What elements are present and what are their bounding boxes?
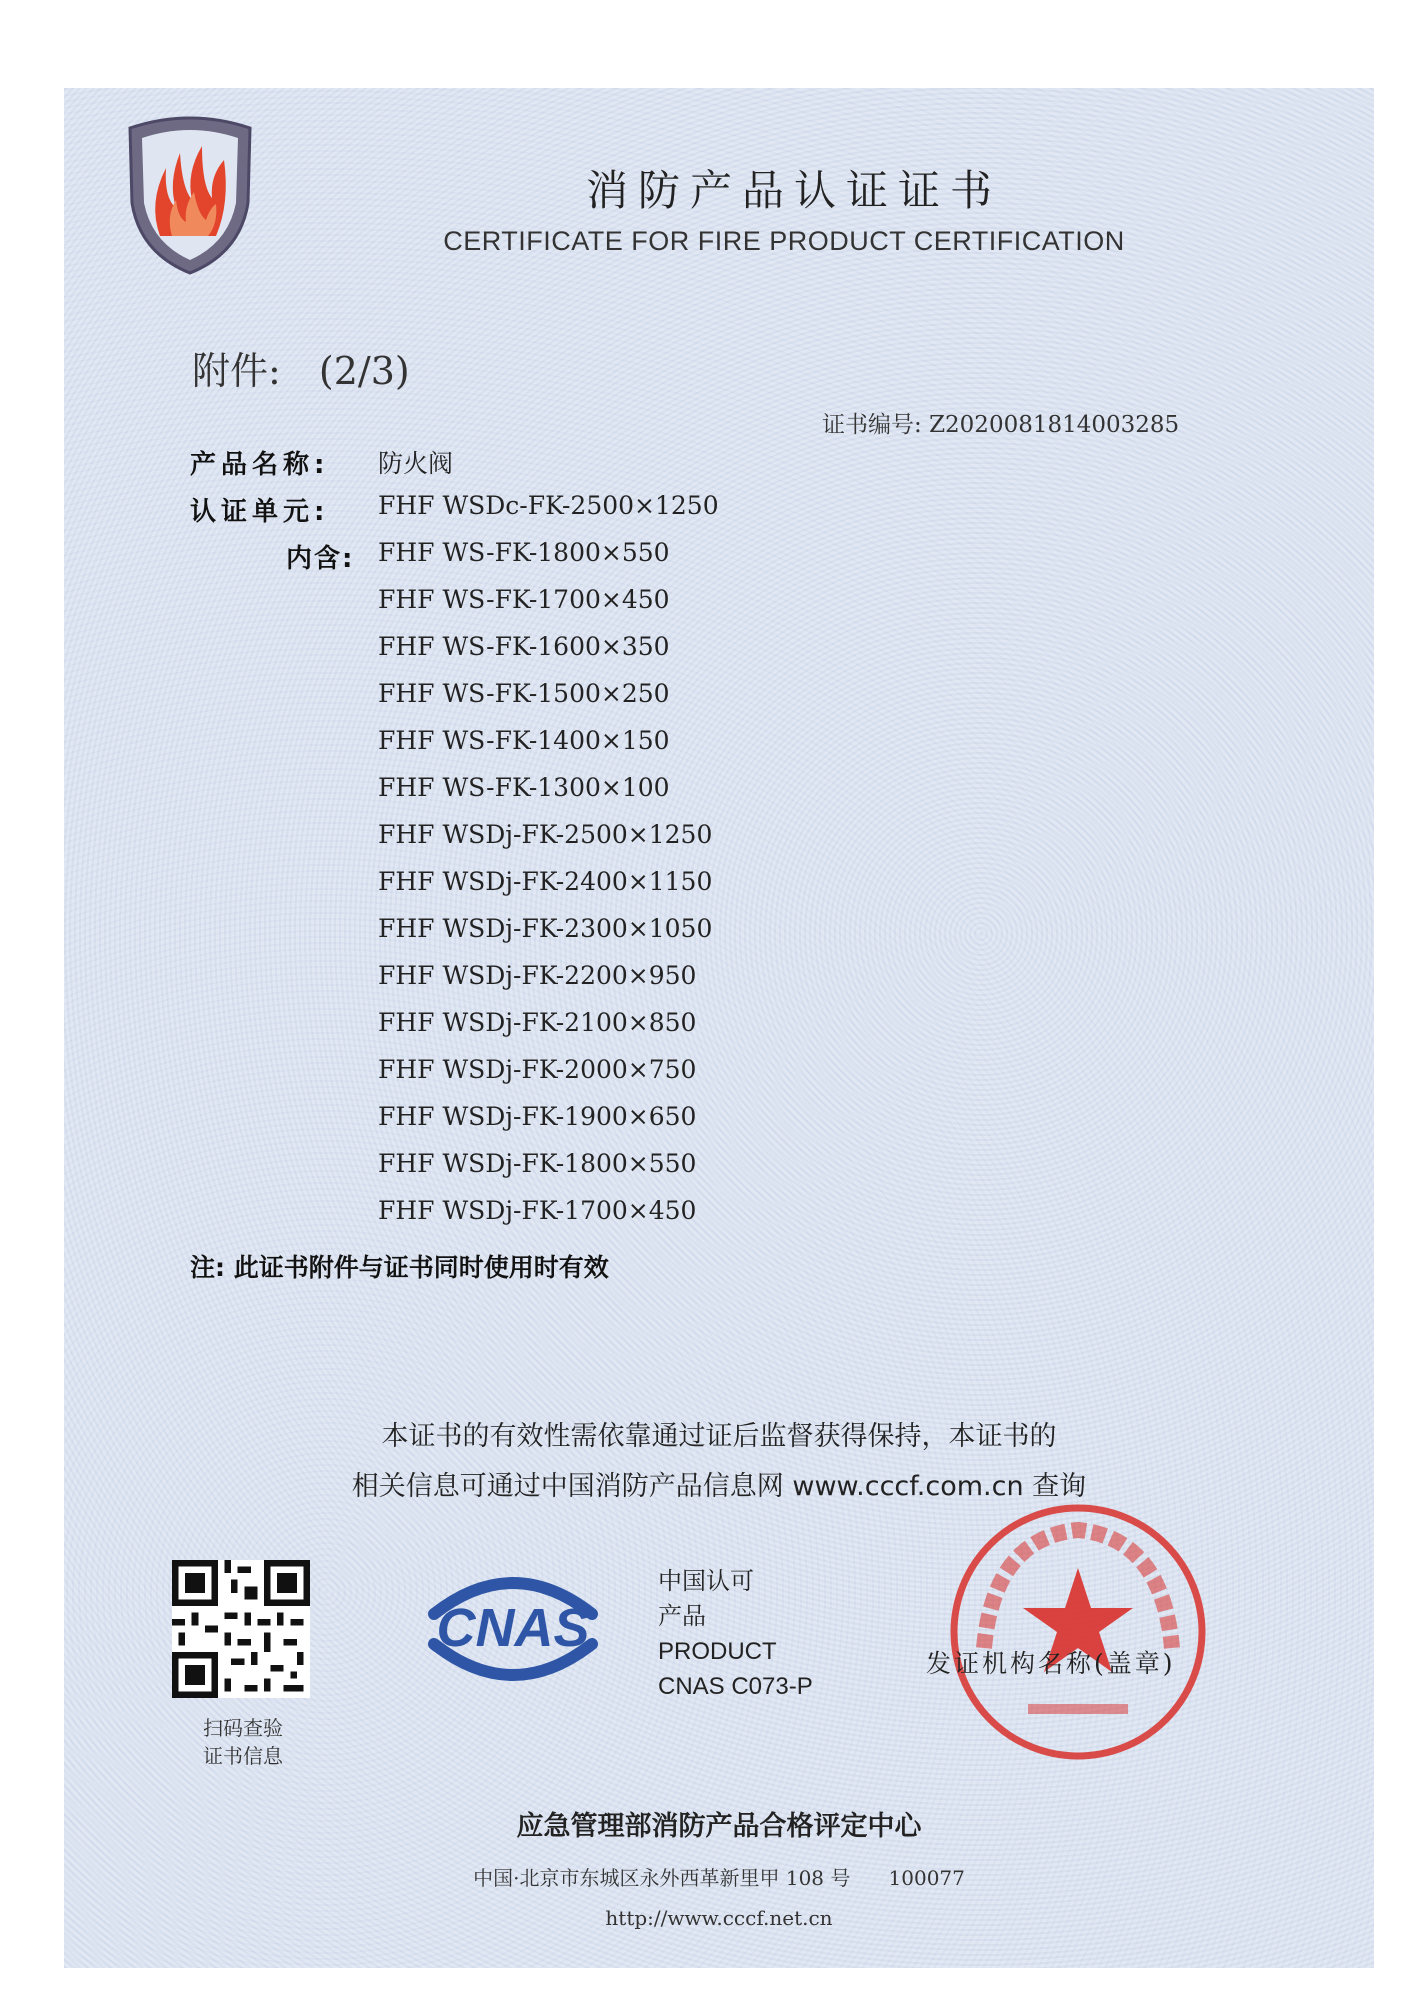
qr-code-icon[interactable]: [172, 1560, 310, 1698]
certificate-number-label: 证书编号:: [822, 412, 922, 438]
cnas-logo-icon: [404, 1558, 622, 1700]
issuer-label: 发证机构名称(盖章): [926, 1649, 1176, 1678]
qr-caption-line-1: 扫码查验: [203, 1716, 283, 1740]
includes-label: 内含:: [286, 544, 355, 574]
issuing-organization: 应急管理部消防产品合格评定中心: [516, 1811, 922, 1842]
qr-caption: [164, 1714, 322, 1770]
model-item: FHF WSDj-FK-2100×850: [378, 1008, 697, 1037]
model-item: FHF WSDj-FK-2200×950: [378, 961, 697, 990]
product-name-label: 产品名称:: [190, 450, 330, 480]
model-item: FHF WSDj-FK-1700×450: [378, 1196, 697, 1225]
validity-line-2: 相关信息可通过中国消防产品信息网 www.cccf.com.cn 查询: [351, 1471, 1087, 1502]
model-item: FHF WSDj-FK-2300×1050: [378, 914, 713, 943]
model-item: FHF WS-FK-1400×150: [378, 726, 670, 755]
certificate-sheet: [64, 88, 1374, 1968]
title-english: CERTIFICATE FOR FIRE PRODUCT CERTIFICATION: [443, 226, 1125, 256]
cnas-logo-text: CNAS: [436, 1598, 590, 1658]
model-item: FHF WSDj-FK-2400×1150: [378, 867, 713, 896]
cnas-line-2: 产品: [658, 1603, 706, 1630]
cnas-accreditation-text: [658, 1564, 813, 1704]
attachment-label: 附件:: [192, 349, 281, 393]
note-text: 注: 此证书附件与证书同时使用时有效: [190, 1253, 609, 1282]
attachment-line: [192, 340, 410, 395]
organization-address: 中国·北京市东城区永外西革新里甲 108 号 100077: [473, 1866, 965, 1890]
model-item: FHF WS-FK-1800×550: [378, 538, 670, 567]
official-seal-stamp: [944, 1498, 1212, 1766]
model-item: FHF WS-FK-1600×350: [378, 632, 670, 661]
model-item: FHF WS-FK-1300×100: [378, 773, 670, 802]
qr-caption-line-2: 证书信息: [203, 1744, 283, 1768]
product-name-value: 防火阀: [378, 449, 454, 478]
model-item: FHF WS-FK-1700×450: [378, 585, 670, 614]
organization-website[interactable]: http://www.cccf.net.cn: [605, 1906, 833, 1930]
attachment-page: (2/3): [318, 349, 410, 393]
cnas-line-3: PRODUCT: [658, 1638, 777, 1665]
cnas-line-4: CNAS C073-P: [658, 1673, 813, 1700]
validity-line-1: 本证书的有效性需依靠通过证后监督获得保持，本证书的: [381, 1421, 1057, 1452]
title-chinese: 消防产品认证证书: [585, 166, 1002, 215]
cert-unit-value: FHF WSDc-FK-2500×1250: [378, 491, 719, 520]
model-item: FHF WSDj-FK-2000×750: [378, 1055, 697, 1084]
certificate-number: [822, 406, 1179, 439]
cnas-line-1: 中国认可: [658, 1568, 754, 1595]
model-item: FHF WSDj-FK-2500×1250: [378, 820, 713, 849]
model-item: FHF WSDj-FK-1900×650: [378, 1102, 697, 1131]
cert-unit-label: 认证单元:: [190, 497, 330, 527]
model-item: FHF WSDj-FK-1800×550: [378, 1149, 697, 1178]
model-item: FHF WS-FK-1500×250: [378, 679, 670, 708]
certificate-number-value: Z2020081814003285: [929, 412, 1180, 438]
